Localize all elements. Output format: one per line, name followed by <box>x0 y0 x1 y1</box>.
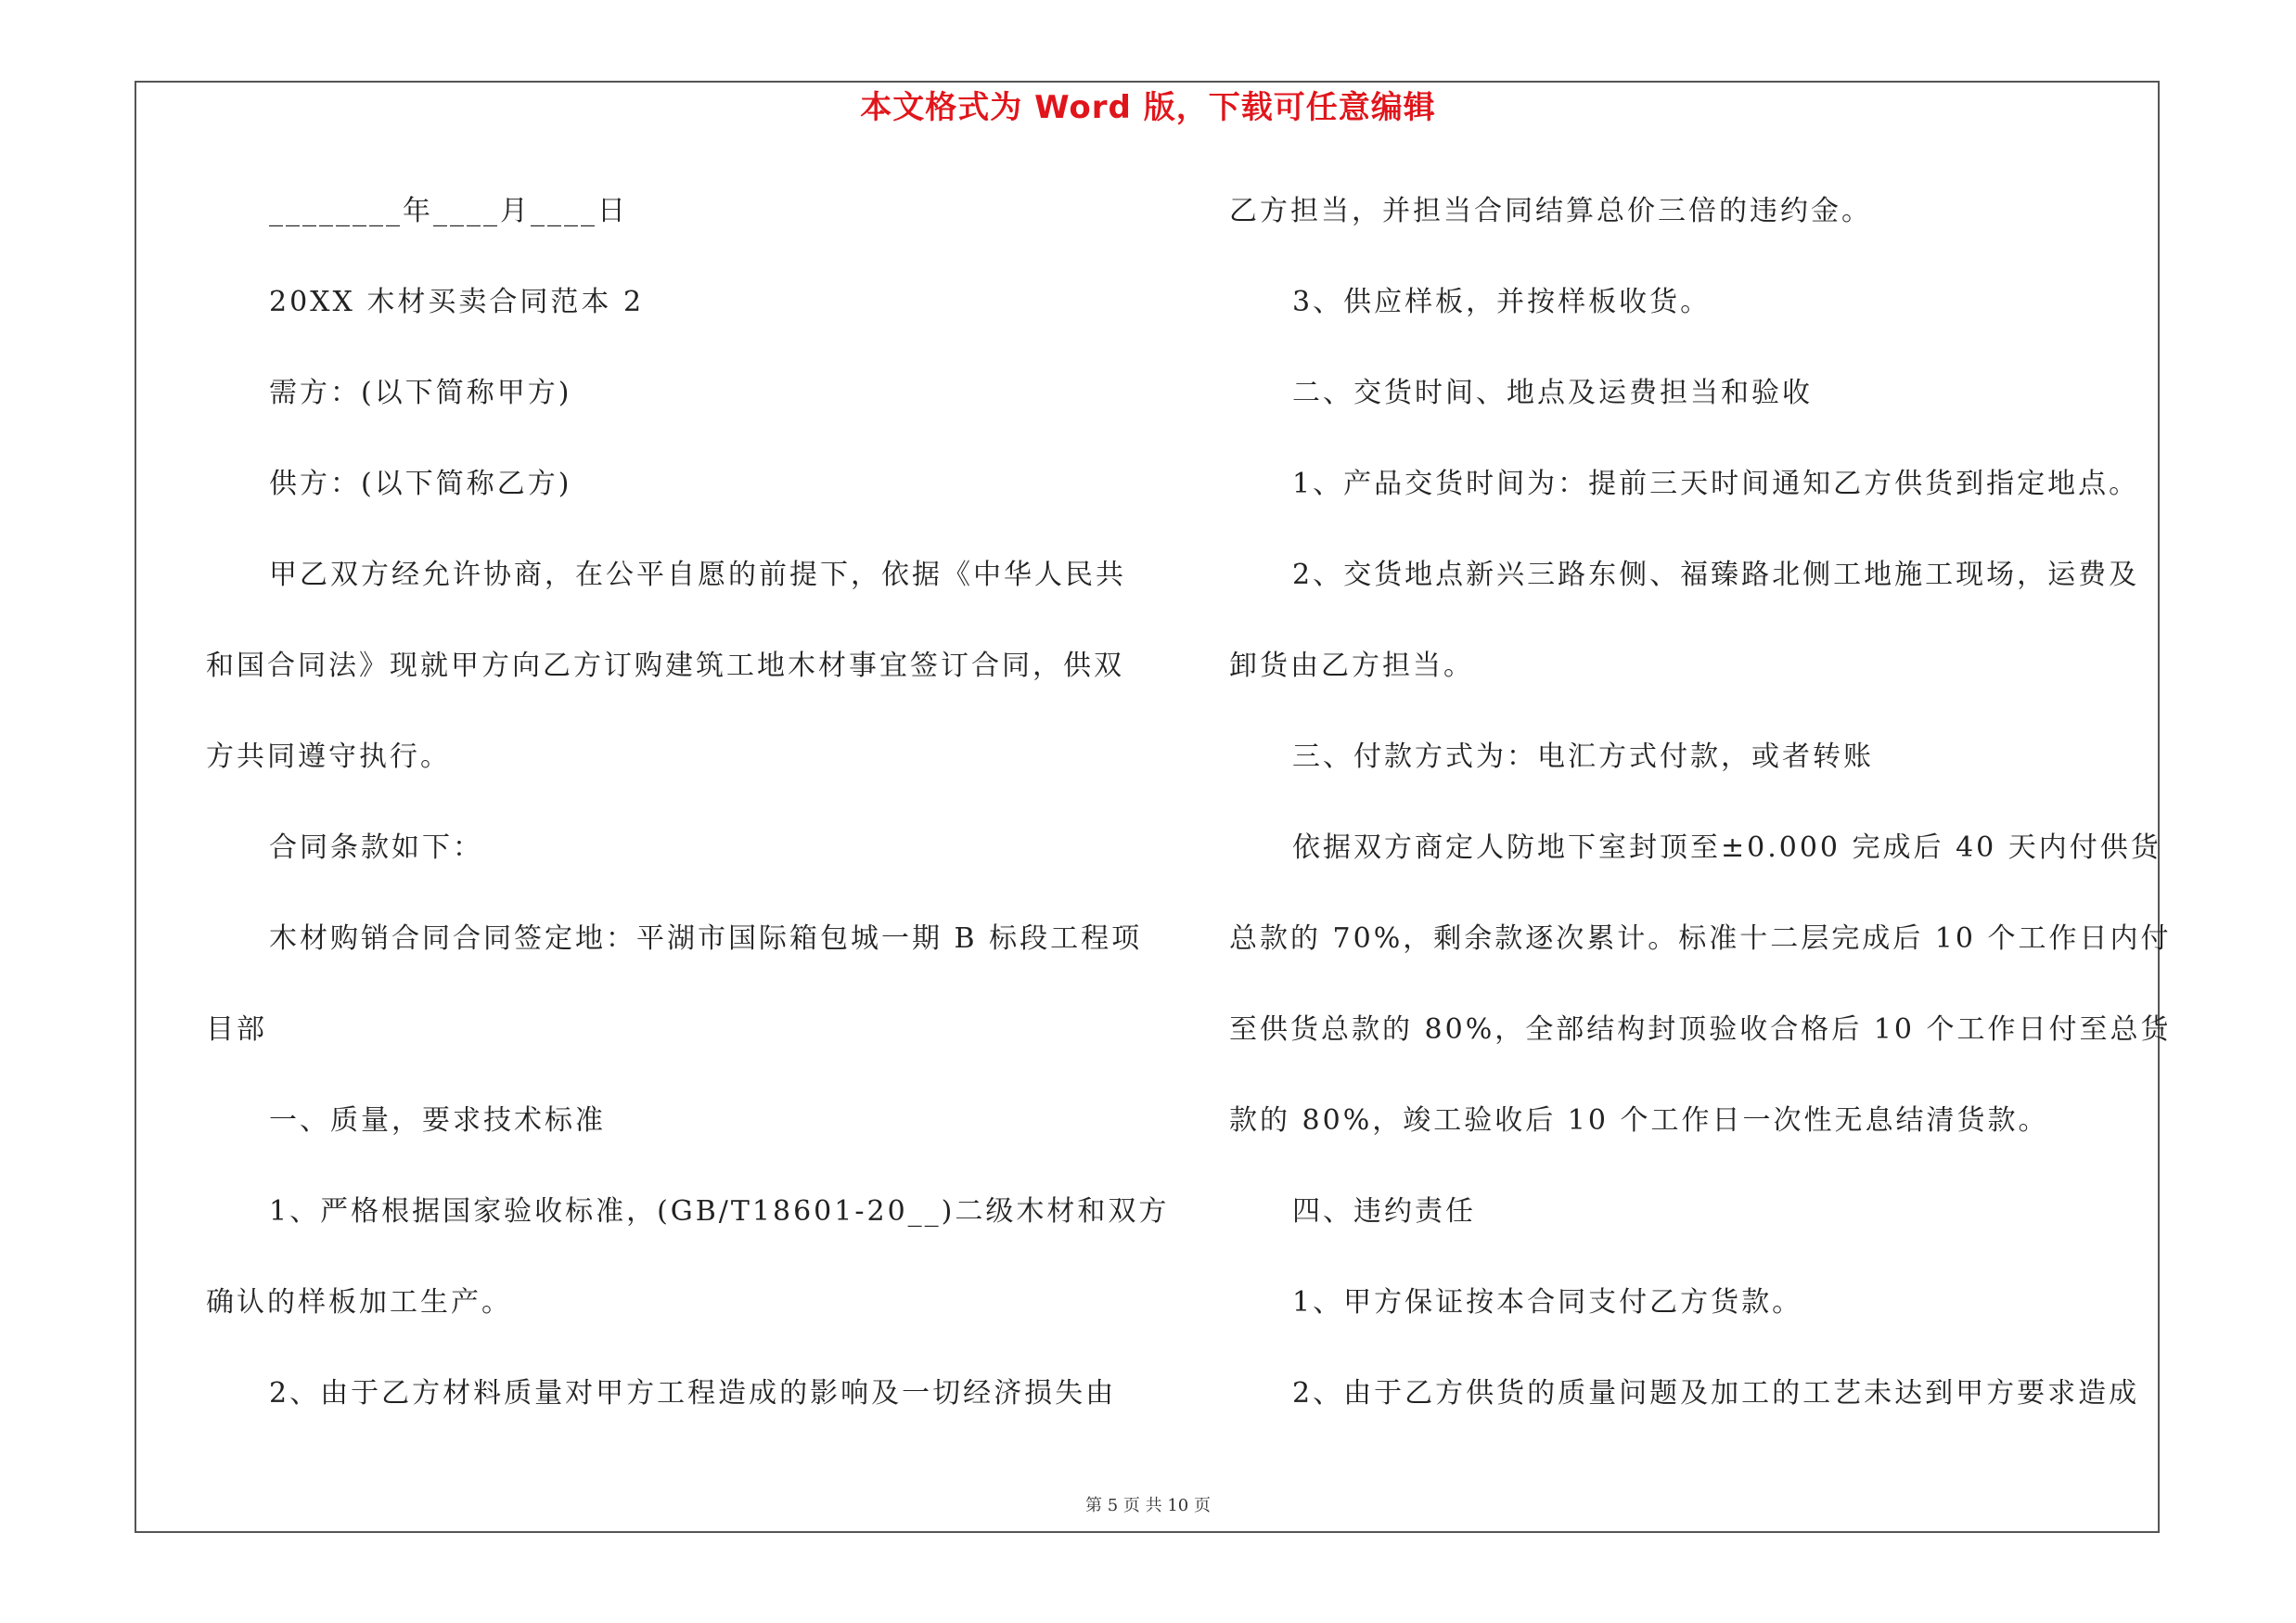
paragraph-line: 四、违约责任 <box>1292 1195 1476 1228</box>
paragraph-line: 需方：(以下简称甲方) <box>269 377 572 409</box>
paragraph-line: 至供货总款的 80%，全部结构封顶验收合格后 10 个工作日付至总货 <box>1229 1013 2172 1046</box>
paragraph-line: 三、付款方式为：电汇方式付款，或者转账 <box>1292 741 1874 773</box>
paragraph-line: 1、甲方保证按本合同支付乙方货款。 <box>1292 1286 1803 1319</box>
paragraph-line: 和国合同法》现就甲方向乙方订购建筑工地木材事宜签订合同，供双 <box>206 650 1124 682</box>
paragraph-line: 供方：(以下简称乙方) <box>269 468 572 500</box>
paragraph-line: 总款的 70%，剩余款逐次累计。标准十二层完成后 10 个工作日内付 <box>1229 922 2172 955</box>
paragraph-line: 确认的样板加工生产。 <box>206 1286 512 1319</box>
paragraph-line: 3、供应样板，并按样板收货。 <box>1292 286 1712 318</box>
paragraph-line: 甲乙双方经允许协商，在公平自愿的前提下，依据《中华人民共 <box>269 559 1126 591</box>
paragraph-line: 木材购销合同合同签定地：平湖市国际箱包城一期 B 标段工程项 <box>269 922 1143 955</box>
paragraph-line: 款的 80%，竣工验收后 10 个工作日一次性无息结清货款。 <box>1229 1104 2049 1137</box>
paragraph-line: 乙方担当，并担当合同结算总价三倍的违约金。 <box>1229 195 1872 227</box>
page-number: 第 5 页 共 10 页 <box>1085 1496 1211 1515</box>
paragraph-line: 合同条款如下： <box>269 831 483 864</box>
paragraph-line: 目部 <box>206 1013 267 1046</box>
format-banner: 本文格式为 Word 版，下载可任意编辑 <box>860 89 1436 126</box>
paragraph-line: 2、由于乙方材料质量对甲方工程造成的影响及一切经济损失由 <box>269 1377 1117 1410</box>
left-column <box>206 184 1170 1457</box>
paragraph-line: 20XX 木材买卖合同范本 2 <box>269 286 645 318</box>
paragraph-line: 二、交货时间、地点及运费担当和验收 <box>1292 377 1813 409</box>
paragraph-line: 2、由于乙方供货的质量问题及加工的工艺未达到甲方要求造成 <box>1292 1377 2140 1410</box>
paragraph-line: ________年____月____日 <box>269 195 628 227</box>
right-column <box>1229 184 2172 1457</box>
paragraph-line: 1、产品交货时间为：提前三天时间通知乙方供货到指定地点。 <box>1292 468 2140 500</box>
paragraph-line: 2、交货地点新兴三路东侧、福臻路北侧工地施工现场，运费及 <box>1292 559 2140 591</box>
paragraph-line: 卸货由乙方担当。 <box>1229 650 1474 682</box>
paragraph-line: 一、质量，要求技术标准 <box>269 1104 606 1137</box>
paragraph-line: 方共同遵守执行。 <box>206 741 451 773</box>
paragraph-line: 依据双方商定人防地下室封顶至±0.000 完成后 40 天内付供货 <box>1292 831 2161 864</box>
paragraph-line: 1、严格根据国家验收标准，(GB/T18601-20__)二级木材和双方 <box>269 1195 1170 1228</box>
